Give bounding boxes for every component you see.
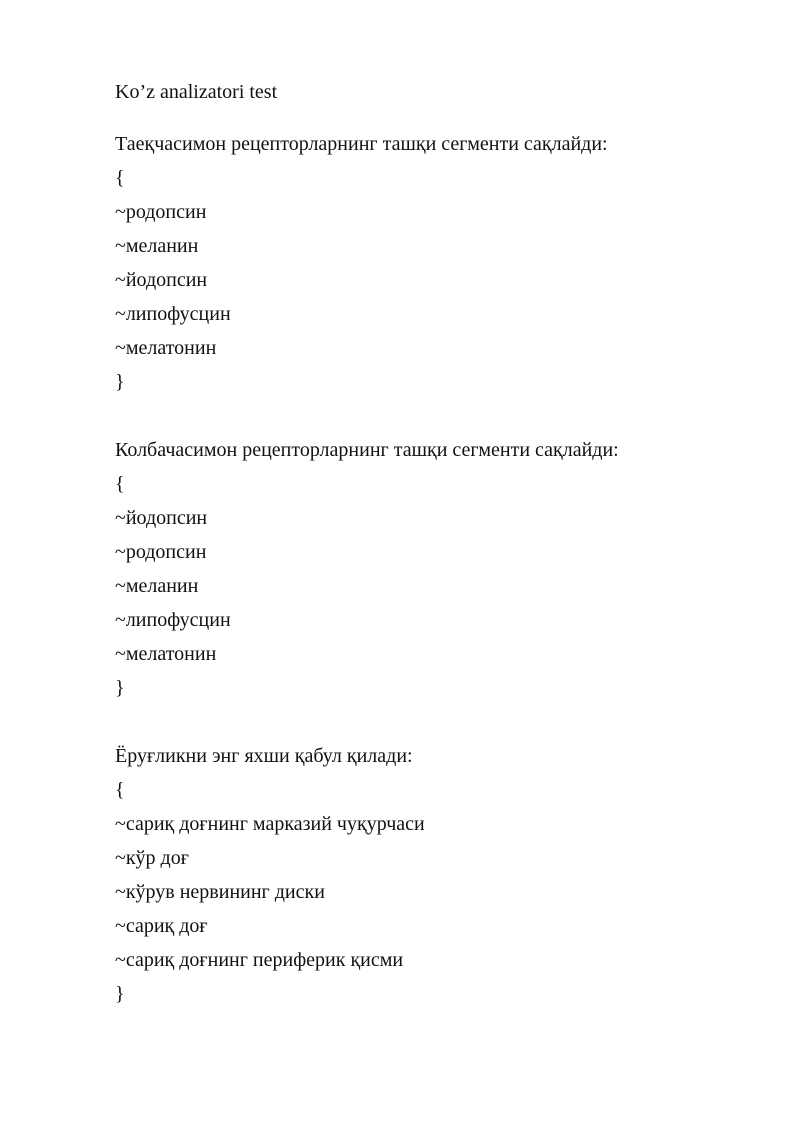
answer-option: ~кўрув нервининг диски — [115, 881, 325, 903]
answer-option: ~меланин — [115, 575, 199, 597]
answer-option: ~сариқ доғ — [115, 915, 208, 937]
question-block — [115, 127, 700, 399]
answer-block-open-brace: { — [115, 473, 125, 495]
document-title: Ko’z analizatori test — [115, 81, 278, 103]
answer-option: ~мелатонин — [115, 337, 217, 359]
question-prompt: Ёруғликни энг яхши қабул қилади: — [115, 745, 413, 767]
answer-option: ~липофусцин — [115, 609, 231, 631]
answer-option: ~сариқ доғнинг марказий чуқурчаси — [115, 813, 425, 835]
answer-option: ~родопсин — [115, 541, 207, 563]
answer-option: ~сариқ доғнинг периферик қисми — [115, 949, 404, 971]
answer-option: ~йодопсин — [115, 507, 208, 529]
answer-option: ~йодопсин — [115, 269, 208, 291]
answer-option: ~кўр доғ — [115, 847, 189, 869]
question-block — [115, 739, 700, 1011]
question-list — [115, 127, 700, 1011]
answer-option: ~липофусцин — [115, 303, 231, 325]
question-block — [115, 433, 700, 705]
answer-option: ~мелатонин — [115, 643, 217, 665]
answer-block-close-brace: } — [115, 371, 125, 393]
question-prompt: Колбачасимон рецепторларнинг ташқи сегменти сақлайди: — [115, 439, 619, 461]
question-prompt: Таеқчасимон рецепторларнинг ташқи сегменти сақлайди: — [115, 133, 608, 155]
answer-block-open-brace: { — [115, 779, 125, 801]
answer-block-close-brace: } — [115, 983, 125, 1005]
answer-option: ~родопсин — [115, 201, 207, 223]
answer-block-open-brace: { — [115, 167, 125, 189]
answer-block-close-brace: } — [115, 677, 125, 699]
document-content — [115, 75, 700, 1011]
answer-option: ~меланин — [115, 235, 199, 257]
